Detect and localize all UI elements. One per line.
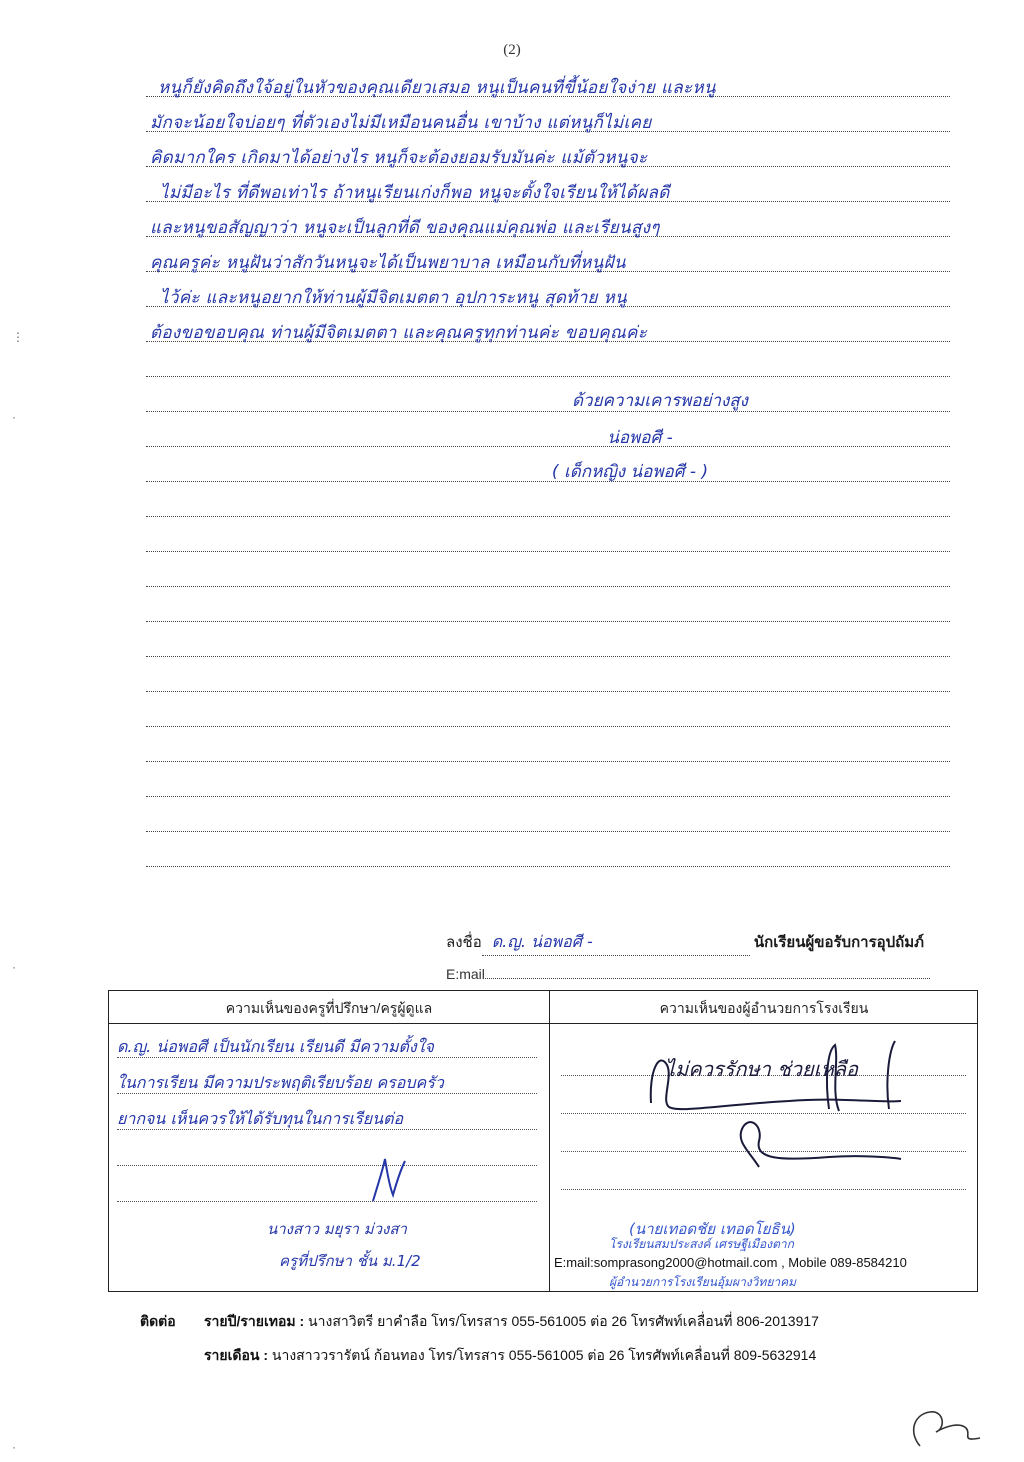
ruled-line — [146, 621, 950, 622]
signoff-label: ลงชื่อ — [446, 934, 482, 951]
director-stamp-line: โรงเรียนสมประสงค์ เศรษฐีเมืองตาก — [609, 1237, 794, 1251]
ruled-line — [146, 866, 950, 867]
cell-rule — [117, 1201, 537, 1202]
letter-line: ไว้ค่ะ และหนูอยากให้ท่านผู้มีจิตเมตตา อุปการะหนู สุดท้าย หนู — [160, 288, 627, 308]
footer-row-yearly — [140, 1311, 819, 1333]
ruled-line — [146, 761, 950, 762]
footer-contact-monthly: นางสาววรารัตน์ ก้อนทอง โทร/โทรสาร 055-561005 ต่อ 26 โทรศัพท์เคลื่อนที่ 809-5632914 — [271, 1347, 817, 1363]
director-stamp-line: ผู้อำนวยการโรงเรียนอุ้มผางวิทยาคม — [609, 1275, 797, 1289]
margin-mark: ⋮ — [12, 330, 24, 344]
email-field — [485, 978, 930, 979]
letter-printed-name: ( เด็กหญิง น่อพอศี - ) — [551, 462, 709, 482]
teacher-comment-line: ในการเรียน มีความประพฤติเรียบร้อย ครอบครัว — [117, 1073, 444, 1092]
table-divider — [109, 1023, 977, 1024]
signoff-role: นักเรียนผู้ขอรับการอุปถัมภ์ — [753, 934, 925, 951]
footer-contact-label: ติดต่อ — [140, 1313, 176, 1329]
ruled-line — [146, 376, 950, 377]
letter-signature: น่อพอศี - — [607, 428, 673, 448]
teacher-opinion-header: ความเห็นของครูที่ปรึกษา/ครูผู้ดูแล — [225, 1000, 433, 1016]
margin-mark: · — [12, 960, 16, 974]
corner-initial-mark — [900, 1402, 990, 1452]
letter-line: หนูก็ยังคิดถึงใจ้อยู่ในหัวของคุณเดียวเสมอ หนูเป็นคนที่ขี้น้อยใจง่าย และหนู — [158, 78, 716, 98]
footer-type-monthly: รายเดือน : — [204, 1347, 268, 1363]
teacher-signature-mark — [359, 1151, 419, 1211]
email-label: E:mail — [446, 966, 485, 982]
margin-mark: · — [12, 410, 16, 424]
teacher-comment-line: ยากจน เห็นควรให้ได้รับทุนในการเรียนต่อ — [117, 1109, 404, 1128]
ruled-line — [146, 656, 950, 657]
teacher-name: นางสาว มยุรา ม่วงสา — [267, 1220, 407, 1238]
director-comment: ไม่ควรรักษา ช่วยเหลือ — [665, 1057, 859, 1081]
opinion-table — [108, 990, 978, 1292]
cell-rule — [117, 1165, 537, 1166]
letter-closing: ด้วยความเคารพอย่างสูง — [572, 391, 748, 411]
director-signature-mark — [639, 1031, 909, 1171]
letter-line: คิดมากใคร เกิดมาได้อย่างไร หนูก็จะต้องยอมรับมันค่ะ แม้ตัวหนูจะ — [150, 148, 648, 168]
page-number: (2) — [503, 42, 521, 58]
director-name: (นายเทอดชัย เทอดโยธิน) — [629, 1220, 796, 1238]
letter-line: ไม่มีอะไร ที่ดีพอเท่าไร ถ้าหนูเรียนเก่งก็พอ หนูจะตั้งใจเรียนให้ได้ผลดี — [160, 183, 670, 203]
footer-contact-yearly: นางสาวิตรี ยาคำลือ โทร/โทรสาร 055-561005 ต่อ 26 โทรศัพท์เคลื่อนที่ 806-2013917 — [308, 1313, 819, 1329]
letter-line: มักจะน้อยใจบ่อยๆ ที่ตัวเองไม่มีเหมือนคนอื่น เขาบ้าง แต่หนูก็ไม่เคย — [150, 113, 652, 133]
footer-type-yearly: รายปี/รายเทอม : — [204, 1313, 305, 1329]
ruled-line — [146, 796, 950, 797]
signoff-row — [446, 930, 924, 956]
ruled-line — [146, 726, 950, 727]
table-divider — [549, 991, 550, 1291]
email-row — [446, 966, 930, 982]
director-contact: E:mail:somprasong2000@hotmail.com , Mobile 089-8584210 — [554, 1255, 907, 1270]
cell-rule — [561, 1189, 966, 1190]
letter-line: คุณครูค่ะ หนูฝันว่าสักวันหนูจะได้เป็นพยาบาล เหมือนกับที่หนูฝัน — [150, 253, 626, 273]
margin-mark: · — [12, 1440, 16, 1454]
signoff-handwritten-name: ด.ญ. น่อพอศี - — [491, 932, 593, 951]
ruled-line — [146, 691, 950, 692]
ruled-line — [146, 516, 950, 517]
ruled-line — [146, 551, 950, 552]
footer-row-monthly — [204, 1345, 816, 1367]
ruled-line — [146, 831, 950, 832]
letter-line: ต้องขอขอบคุณ ท่านผู้มีจิตเมตตา และคุณครูทุกท่านค่ะ ขอบคุณค่ะ — [150, 323, 648, 343]
ruled-line — [146, 586, 950, 587]
teacher-title: ครูที่ปรึกษา ชั้น ม.1/2 — [279, 1252, 421, 1270]
teacher-comment-line: ด.ญ. น่อพอศี เป็นนักเรียน เรียนดี มีความตั้งใจ — [117, 1037, 434, 1056]
director-opinion-header: ความเห็นของผู้อำนวยการโรงเรียน — [659, 1000, 869, 1016]
letter-line: และหนูขอสัญญาว่า หนูจะเป็นลูกที่ดี ของคุณแม่คุณพ่อ และเรียนสูงๆ — [150, 218, 660, 238]
